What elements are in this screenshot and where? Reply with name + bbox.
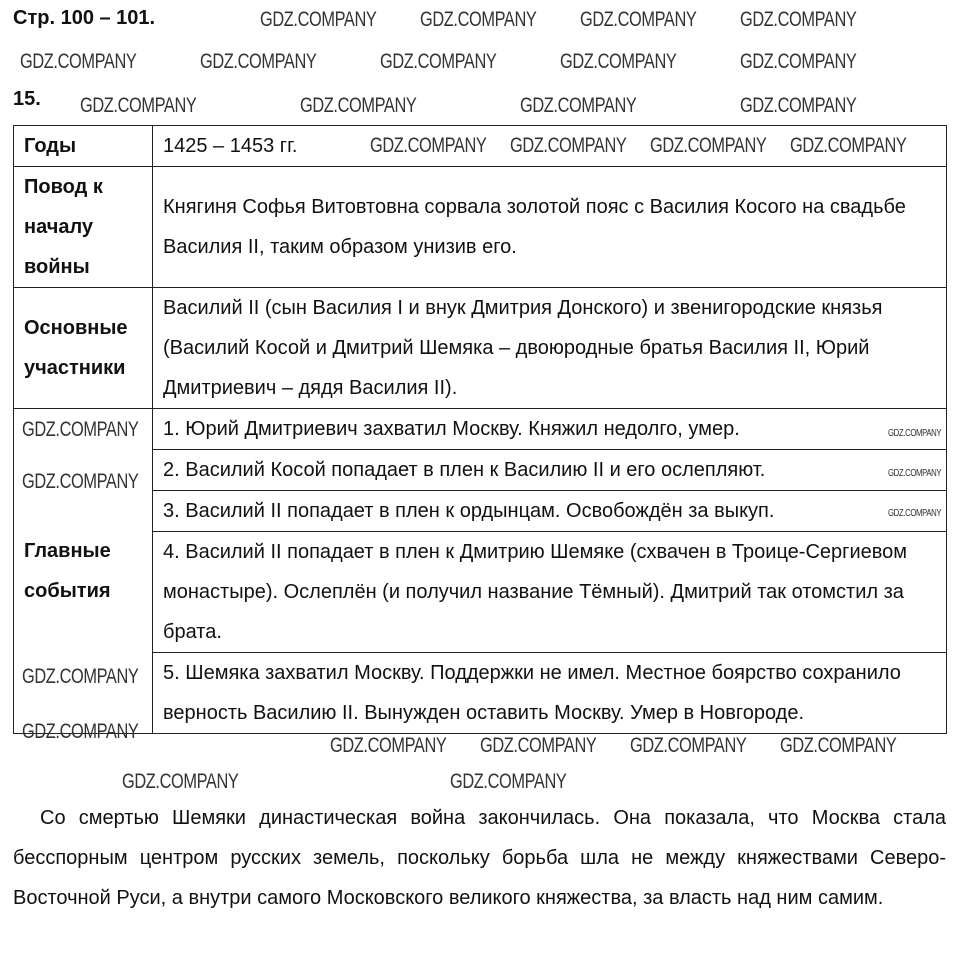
watermark: GDZ.COMPANY [20, 50, 137, 73]
table-row [14, 126, 947, 167]
watermark: GDZ.COMPANY [888, 508, 942, 519]
page-reference: Стр. 100 – 101. [13, 7, 156, 29]
task-number: 15. [13, 88, 41, 110]
watermark: GDZ.COMPANY [888, 468, 942, 479]
watermark: GDZ.COMPANY [420, 8, 537, 31]
watermark: GDZ.COMPANY [370, 134, 487, 157]
watermark: GDZ.COMPANY [22, 470, 139, 493]
watermark: GDZ.COMPANY [740, 94, 857, 117]
watermark: GDZ.COMPANY [580, 8, 697, 31]
watermark: GDZ.COMPANY [80, 94, 197, 117]
conclusion-paragraph: Со смертью Шемяки династическая война закончилась. Она показала, что Москва стала бесспорным центром русских земель, поскольку борьба шла не между княжествами Северо-Восточной Руси, а внутри самого Московского великого княжества, за власть над ним самим. [13, 807, 946, 909]
cause-value: Княгиня Софья Витовтовна сорвала золотой пояс с Василия Косого на свадьбе Василия II, таким образом унизив его. [153, 167, 947, 288]
participants-value: Василий II (сын Василия I и внук Дмитрия Донского) и звенигородские князья (Василий Косой и Дмитрий Шемяка – двоюродные братья Василия II, Юрий Дмитриевич – дядя Василия II). [153, 288, 947, 409]
watermark: GDZ.COMPANY [22, 665, 139, 688]
watermark: GDZ.COMPANY [790, 134, 907, 157]
participants-label: Основные участники [14, 288, 153, 409]
watermark: GDZ.COMPANY [630, 734, 747, 757]
event-item: 4. Василий II попадает в плен к Дмитрию Шемяке (схвачен в Троице-Сергиевом монастыре). Ослеплён (и получил название Тёмный). Дмитрий так отомстил за брата. [153, 532, 946, 653]
watermark: GDZ.COMPANY [740, 50, 857, 73]
watermark: GDZ.COMPANY [450, 770, 567, 793]
event-item: 2. Василий Косой попадает в плен к Василию II и его ослепляют. [153, 450, 946, 491]
years-label: Годы [14, 126, 153, 167]
events-list [153, 409, 947, 734]
watermark: GDZ.COMPANY [740, 8, 857, 31]
events-label: Главные события [14, 409, 153, 734]
watermark: GDZ.COMPANY [560, 50, 677, 73]
watermark: GDZ.COMPANY [122, 770, 239, 793]
table-row [14, 288, 947, 409]
watermark: GDZ.COMPANY [330, 734, 447, 757]
table-row [14, 167, 947, 288]
watermark: GDZ.COMPANY [380, 50, 497, 73]
event-item: 3. Василий II попадает в плен к ордынцам. Освобождён за выкуп. [153, 491, 946, 532]
war-summary-table [13, 125, 947, 734]
watermark: GDZ.COMPANY [780, 734, 897, 757]
watermark: GDZ.COMPANY [200, 50, 317, 73]
watermark: GDZ.COMPANY [650, 134, 767, 157]
cause-label: Повод к началу войны [14, 167, 153, 288]
watermark: GDZ.COMPANY [300, 94, 417, 117]
watermark: GDZ.COMPANY [480, 734, 597, 757]
watermark: GDZ.COMPANY [22, 720, 139, 743]
watermark: GDZ.COMPANY [260, 8, 377, 31]
event-item: 1. Юрий Дмитриевич захватил Москву. Княжил недолго, умер. [153, 409, 946, 450]
watermark: GDZ.COMPANY [520, 94, 637, 117]
years-value: 1425 – 1453 гг. [153, 126, 947, 167]
watermark: GDZ.COMPANY [510, 134, 627, 157]
table-row [14, 409, 947, 734]
watermark: GDZ.COMPANY [888, 428, 942, 439]
watermark: GDZ.COMPANY [22, 418, 139, 441]
event-item: 5. Шемяка захватил Москву. Поддержки не имел. Местное боярство сохранило верность Василию II. Вынужден оставить Москву. Умер в Новгороде. [163, 662, 901, 724]
